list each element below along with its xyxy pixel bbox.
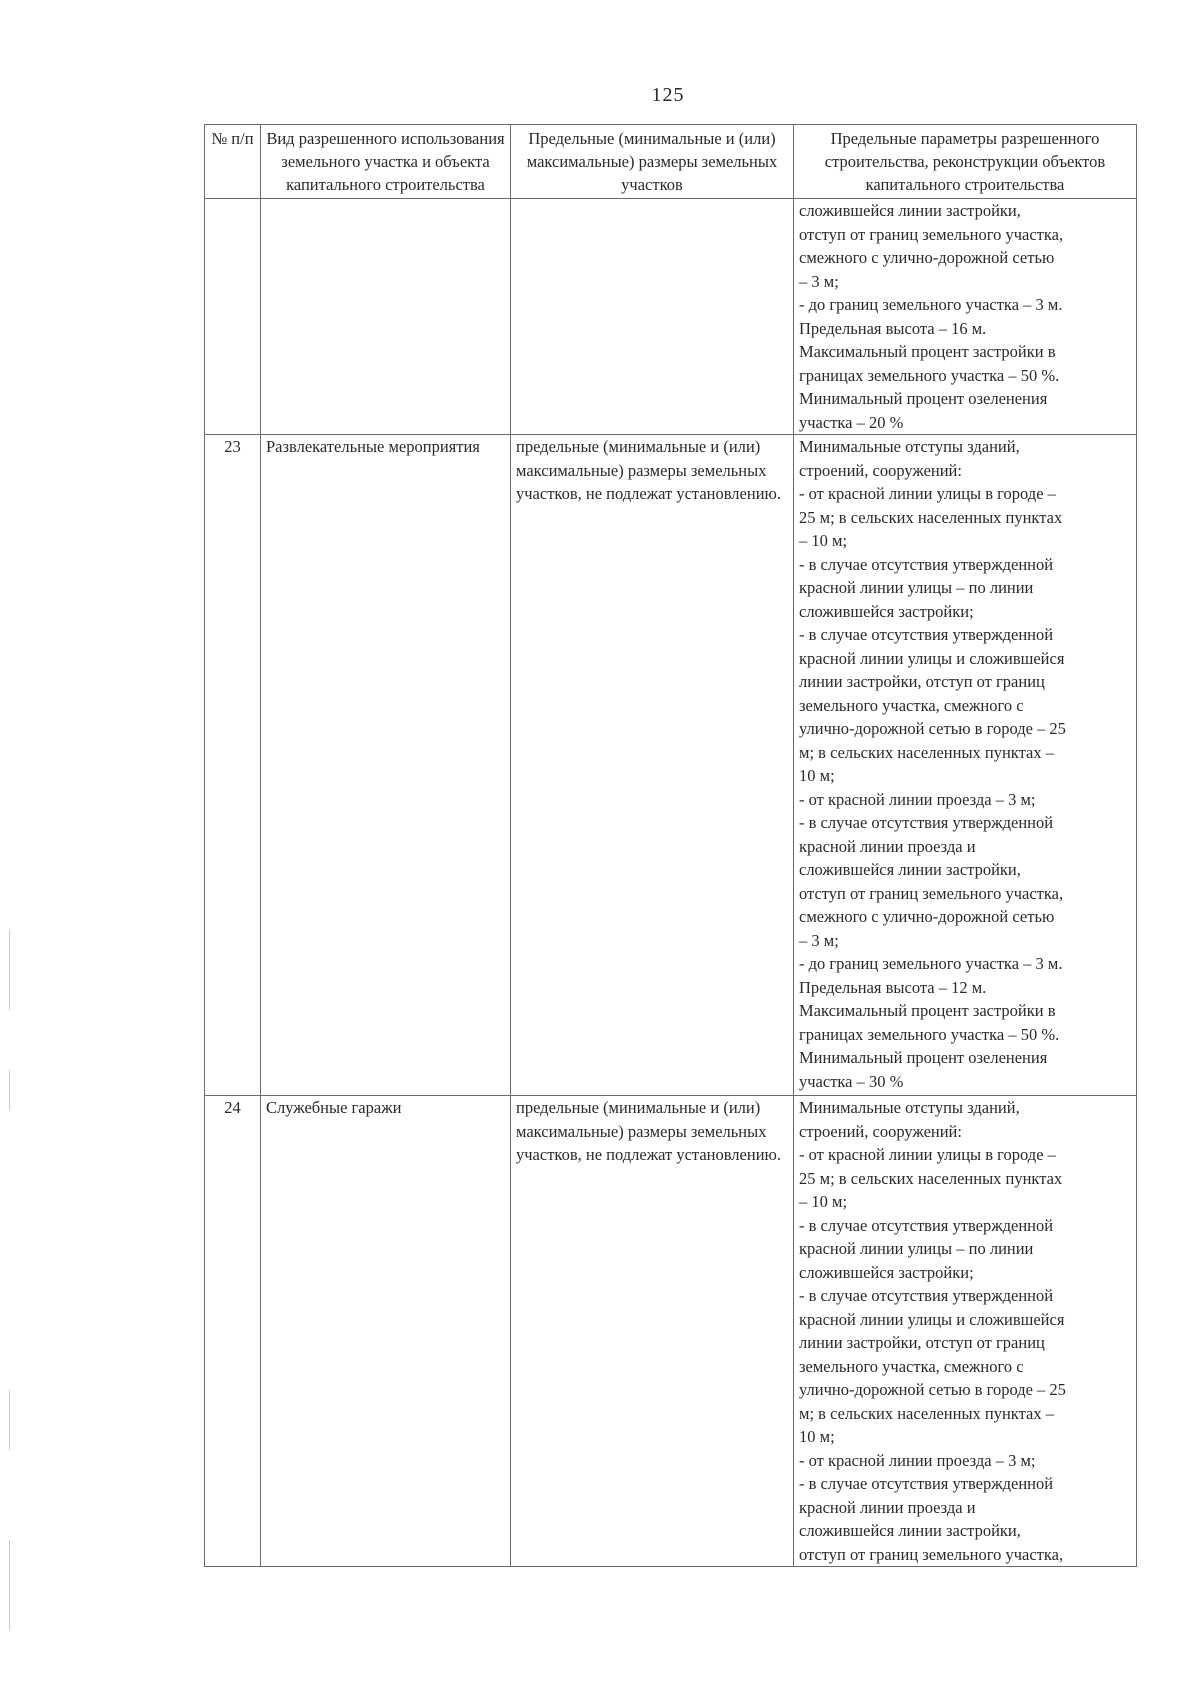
table-row	[205, 1096, 1137, 1567]
param-line: - в случае отсутствия утвержденной	[799, 1215, 1054, 1235]
table-row	[205, 435, 1137, 1096]
param-line: - в случае отсутствия утвержденной	[799, 625, 1054, 644]
param-line: 10 м;	[799, 1427, 835, 1446]
param-line: сложившейся линии застройки,	[799, 201, 1021, 220]
row-use-type	[261, 199, 511, 435]
param-line: красной линии проезда и	[799, 836, 976, 856]
row-use-type: Развлекательные мероприятия	[261, 435, 511, 1096]
param-line: Максимальный процент застройки в	[799, 342, 1056, 361]
header-use-type: Вид разрешенного использования земельного участка и объекта капитального строительства	[261, 125, 511, 199]
row-build-params	[794, 1096, 1137, 1567]
param-line: красной линии улицы – по линии	[799, 1239, 1034, 1258]
param-line: красной линии улицы и сложившейся	[799, 648, 1065, 668]
param-line: отступ от границ земельного участка,	[799, 1544, 1064, 1564]
param-line: строений, сооружений:	[799, 1121, 962, 1141]
header-build-params: Предельные параметры разрешенного строительства, реконструкции объектов капитального строительства	[794, 125, 1137, 199]
param-line: Предельная высота – 12 м.	[799, 977, 987, 997]
param-line: Минимальные отступы зданий,	[799, 437, 1020, 456]
param-line: - от красной линии улицы в городе –	[799, 484, 1056, 503]
table-row	[205, 199, 1137, 435]
param-line: сложившейся застройки;	[799, 601, 974, 621]
scan-margin-mark	[9, 1540, 10, 1630]
param-line: Минимальные отступы зданий,	[799, 1098, 1020, 1117]
param-line: - до границ земельного участка – 3 м.	[799, 954, 1063, 973]
param-line: – 10 м;	[799, 1192, 848, 1211]
param-line: участка – 30 %	[799, 1071, 904, 1091]
param-line: улично-дорожной сетью в городе – 25	[799, 719, 1066, 738]
param-line: - в случае отсутствия утвержденной	[799, 554, 1054, 574]
row-number: 23	[205, 435, 261, 1096]
row-use-type: Служебные гаражи	[261, 1096, 511, 1567]
param-line: сложившейся линии застройки,	[799, 860, 1021, 879]
param-line: линии застройки, отступ от границ	[799, 1333, 1045, 1352]
table-header-row	[205, 125, 1137, 199]
param-line: Максимальный процент застройки в	[799, 1001, 1056, 1020]
page-number: 125	[651, 84, 685, 106]
param-line: - в случае отсутствия утвержденной	[799, 1474, 1054, 1493]
param-line: линии застройки, отступ от границ	[799, 672, 1045, 691]
row-build-params	[794, 435, 1137, 1096]
row-plot-sizes: предельные (минимальные и (или) максимальные) размеры земельных участков, не подлежат установлению.	[511, 435, 794, 1096]
header-number: № п/п	[205, 125, 261, 199]
param-line: м; в сельских населенных пунктах –	[799, 742, 1054, 762]
param-line: – 3 м;	[799, 271, 839, 291]
param-line: 10 м;	[799, 766, 835, 785]
scan-margin-mark	[9, 1390, 10, 1450]
param-line: сложившейся застройки;	[799, 1262, 974, 1282]
param-line: - от красной линии проезда – 3 м;	[799, 789, 1036, 809]
param-line: - в случае отсутствия утвержденной	[799, 813, 1054, 832]
param-line: красной линии улицы – по линии	[799, 578, 1034, 597]
param-line: Минимальный процент озеленения	[799, 1048, 1048, 1067]
header-plot-sizes: Предельные (минимальные и (или) максимальные) размеры земельных участков	[511, 125, 794, 199]
param-line: границах земельного участка – 50 %.	[799, 365, 1060, 385]
param-line: отступ от границ земельного участка,	[799, 883, 1064, 903]
param-line: - от красной линии проезда – 3 м;	[799, 1450, 1036, 1470]
param-line: - в случае отсутствия утвержденной	[799, 1286, 1054, 1305]
param-line: смежного с улично-дорожной сетью	[799, 907, 1055, 926]
param-line: Предельная высота – 16 м.	[799, 318, 987, 338]
param-line: - до границ земельного участка – 3 м.	[799, 295, 1063, 314]
row-plot-sizes	[511, 199, 794, 435]
param-line: границах земельного участка – 50 %.	[799, 1024, 1060, 1044]
param-line: смежного с улично-дорожной сетью	[799, 248, 1055, 267]
row-number: 24	[205, 1096, 261, 1567]
param-line: – 3 м;	[799, 930, 839, 950]
param-line: отступ от границ земельного участка,	[799, 224, 1064, 244]
row-plot-sizes: предельные (минимальные и (или) максимальные) размеры земельных участков, не подлежат установлению.	[511, 1096, 794, 1567]
param-line: сложившейся линии застройки,	[799, 1521, 1021, 1540]
param-line: земельного участка, смежного с	[799, 695, 1024, 715]
table-body	[205, 199, 1137, 1567]
param-line: – 10 м;	[799, 531, 848, 550]
param-line: 25 м; в сельских населенных пунктах	[799, 507, 1063, 527]
row-build-params	[794, 199, 1137, 435]
param-line: Минимальный процент озеленения	[799, 389, 1048, 408]
param-line: красной линии улицы и сложившейся	[799, 1309, 1065, 1329]
param-line: строений, сооружений:	[799, 460, 962, 480]
param-line: красной линии проезда и	[799, 1497, 976, 1517]
param-line: улично-дорожной сетью в городе – 25	[799, 1380, 1066, 1399]
row-number	[205, 199, 261, 435]
scan-margin-mark	[9, 930, 10, 1010]
param-line: м; в сельских населенных пунктах –	[799, 1403, 1054, 1423]
param-line: 25 м; в сельских населенных пунктах	[799, 1168, 1063, 1188]
param-line: участка – 20 %	[799, 412, 904, 432]
scan-margin-mark	[9, 1070, 10, 1110]
param-line: - от красной линии улицы в городе –	[799, 1145, 1056, 1164]
regulations-table	[204, 124, 1137, 1567]
param-line: земельного участка, смежного с	[799, 1356, 1024, 1376]
